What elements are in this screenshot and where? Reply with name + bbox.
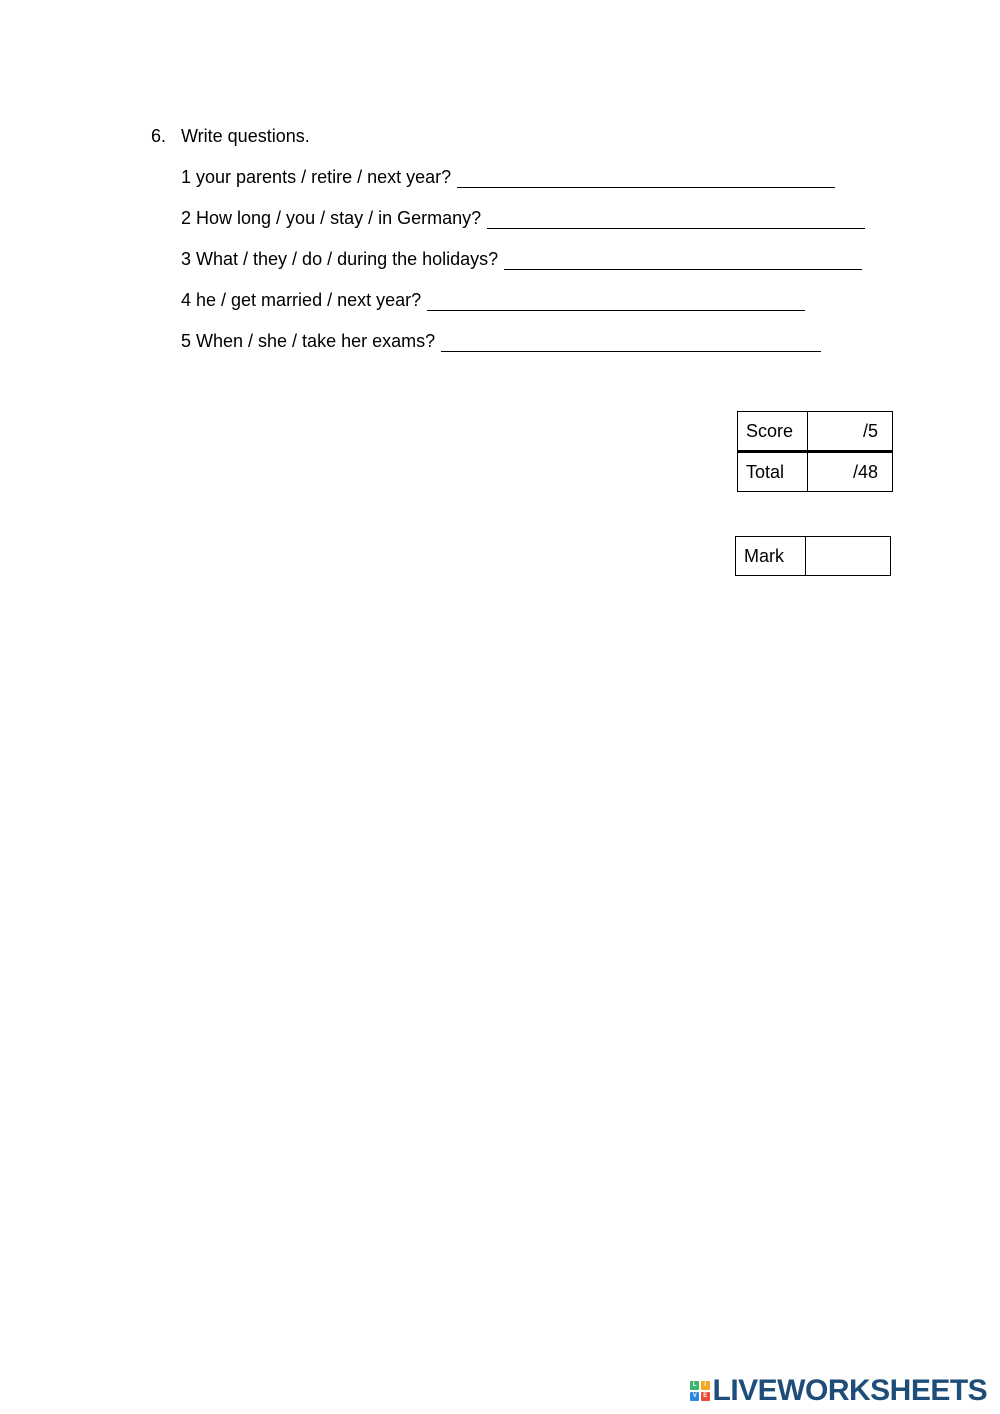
exercise-instruction: Write questions. [181, 126, 310, 146]
score-table [737, 411, 893, 492]
total-value: /48 [808, 452, 893, 492]
question-prompt: 1 your parents / retire / next year? [181, 167, 452, 187]
logo-tile: I [701, 1381, 710, 1390]
total-row [738, 452, 893, 492]
mark-value [806, 537, 891, 576]
question-row [181, 248, 862, 270]
exercise-heading [151, 125, 310, 147]
mark-row [736, 537, 891, 576]
logo-text: LIVEWORKSHEETS [712, 1374, 988, 1407]
answer-input-3[interactable] [504, 249, 862, 270]
question-row [181, 289, 805, 311]
total-label: Total [738, 452, 808, 492]
question-row [181, 166, 835, 188]
question-prompt: 4 he / get married / next year? [181, 290, 422, 310]
question-row [181, 207, 865, 229]
question-prompt: 3 What / they / do / during the holidays? [181, 249, 499, 269]
answer-input-2[interactable] [487, 208, 865, 229]
logo-tile-icon [690, 1381, 710, 1401]
question-prompt: 2 How long / you / stay / in Germany? [181, 208, 482, 228]
score-value: /5 [808, 412, 893, 452]
mark-label: Mark [736, 537, 806, 576]
answer-input-5[interactable] [441, 331, 821, 352]
logo-tile: E [701, 1392, 710, 1401]
score-row [738, 412, 893, 452]
answer-input-1[interactable] [457, 167, 835, 188]
liveworksheets-logo [690, 1374, 987, 1408]
answer-input-4[interactable] [427, 290, 805, 311]
exercise-number: 6. [151, 126, 167, 146]
logo-tile: V [690, 1392, 699, 1401]
mark-table [735, 536, 891, 576]
score-label: Score [738, 412, 808, 452]
logo-tile: L [690, 1381, 699, 1390]
question-prompt: 5 When / she / take her exams? [181, 331, 436, 351]
question-row [181, 330, 821, 352]
